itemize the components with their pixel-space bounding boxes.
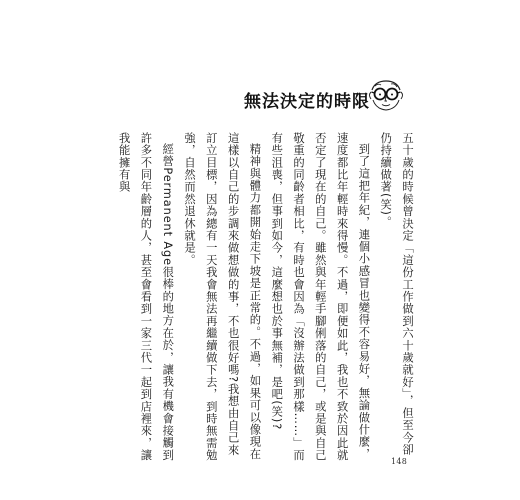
paragraph: 精神與體力都開始走下坡是正常的。不過，如果可以像現在這樣以自己的步調來做想做的事，不也很好嗎?我想由自己來訂立目標，因為總有一天我會無法再繼續做下去，到時無需勉強，自然而然退休就是。 bbox=[183, 132, 262, 462]
paragraph: 五十歲的時候曾決定「這份工作做到六十歲就好」，但至今卻仍持續做著(笑)。 bbox=[379, 132, 414, 456]
paragraph: 到了這把年紀，連個小感冒也變得不容易好，無論做什麼，速度都比年輕時來得慢。不過，即便如此，我也不致於因此就否定了現在的自己。雖然與年輕手腳俐落的自己，或是與自己敬重的同齡者相比，有時也會因為「沒辦法做到那樣……」而有些沮喪，但事到如今，這麼想也於事無補，是吧(笑)? bbox=[270, 132, 371, 462]
page-number: 148 bbox=[391, 457, 408, 466]
chapter-title: 無法決定的時限 bbox=[244, 92, 370, 112]
bespectacled-face-icon bbox=[366, 78, 406, 112]
paragraph: 經營Permanent Age很棒的地方在於，讓我有機會接觸到許多不同年齡層的人，甚至會看到一家三代一起到店裡來，讓我能擁有與 bbox=[117, 132, 175, 462]
body-text bbox=[117, 132, 418, 462]
